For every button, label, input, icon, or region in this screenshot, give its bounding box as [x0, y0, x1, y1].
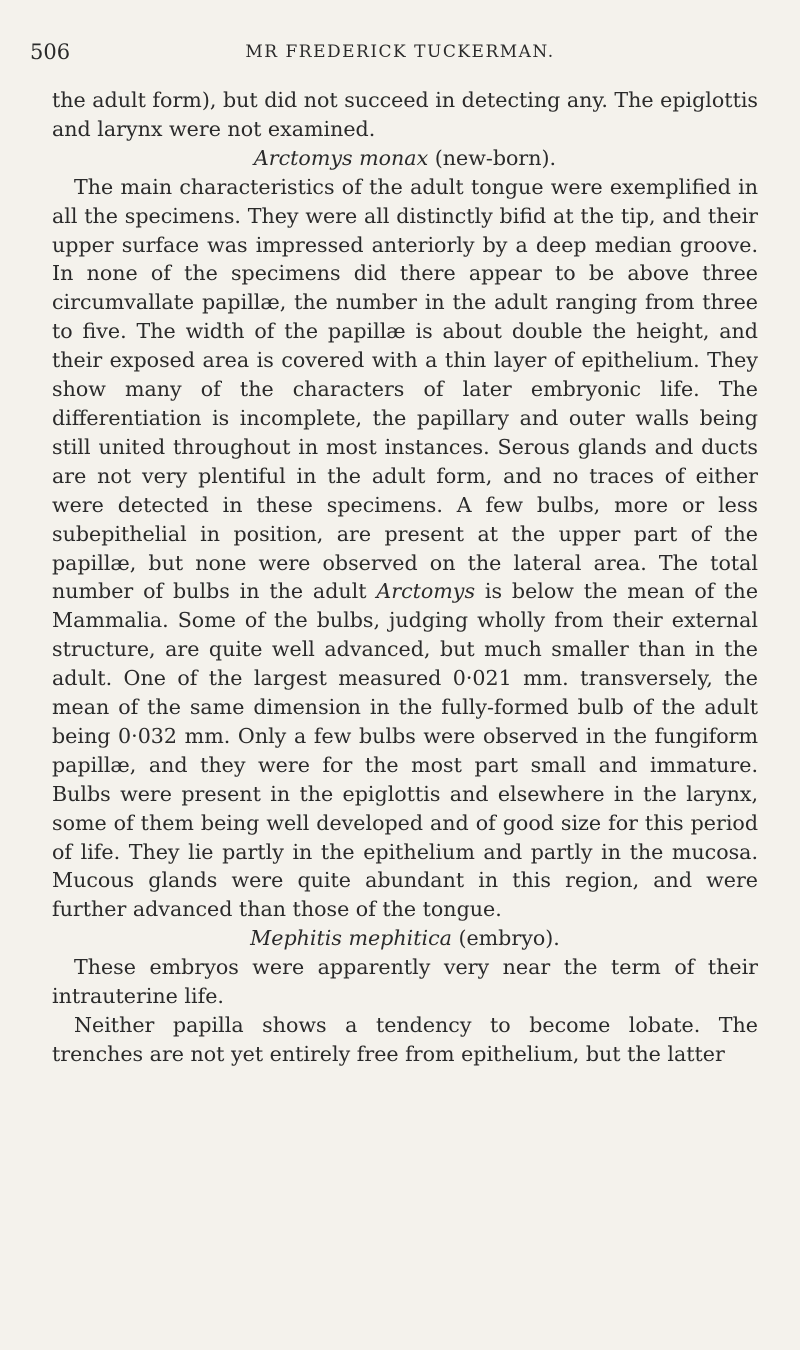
page-number: 506 [30, 40, 71, 64]
heading-species-name: Mephitis mephitica [250, 926, 452, 951]
paragraph-arctomys [52, 173, 758, 925]
heading-note: (embryo). [458, 926, 560, 951]
page-header [30, 40, 770, 70]
running-head: MR FREDERICK TUCKERMAN. [245, 42, 555, 62]
body-text [52, 86, 758, 1069]
heading-note: (new-born). [434, 145, 557, 170]
section-heading-mephitis [52, 924, 758, 953]
section-heading-arctomys [52, 144, 758, 173]
paragraph-arctomys-text: The main characteristics of the adult tongue were exemplified in all the specimens. They were all distinctly bifid at the tip, and their upper surface was impressed anteriorly by a deep median groove. In none of the specimens did there appear to be above three circumvallate papillæ, the number in the adult ranging from three to five. The width of the papillæ is about double the height, and their exposed area is covered with a thin layer of epithelium. They show many of the characters of later embryonic life. The differentiation is incomplete, the papillary and outer walls being still united throughout in most instances. Serous glands and ducts are not very plentiful in the adult form, and no traces of either were detected in these specimens. A few bulbs, more or less subepithelial in position, are present at the upper part of the papillæ, but none were observed on the lateral area. The total number of bulbs in the adult [52, 174, 758, 604]
paragraph-mephitis-2: Neither papilla shows a tendency to become lobate. The trenches are not yet entirely free from epithelium, but the latter [52, 1013, 758, 1066]
paragraph-mephitis-1: These embryos were apparently very near the term of their intrauterine life. [52, 955, 758, 1009]
inline-species-name: Arctomys [376, 579, 476, 604]
paragraph-continued: the adult form), but did not succeed in detecting any. The epiglottis and larynx were not examined. [52, 88, 758, 141]
paragraph-arctomys-continued: is below the mean of the Mammalia. Some of the bulbs, judging wholly from their external structure, are quite well advanced, but much smaller than in the adult. One of the largest measured 0·021 mm. transversely, the mean of the same dimension in the fully-formed bulb of the adult being 0·032 mm. Only a few bulbs were observed in the fungiform papillæ, and they were for the most part small and immature. Bulbs were present in the epiglottis and elsewhere in the larynx, some of them being well developed and of good size for this period of life. They lie partly in the epithelium and partly in the mucosa. Mucous glands were quite abundant in this region, and were further advanced than those of the tongue. [52, 579, 759, 922]
heading-species-name: Arctomys monax [253, 145, 429, 170]
